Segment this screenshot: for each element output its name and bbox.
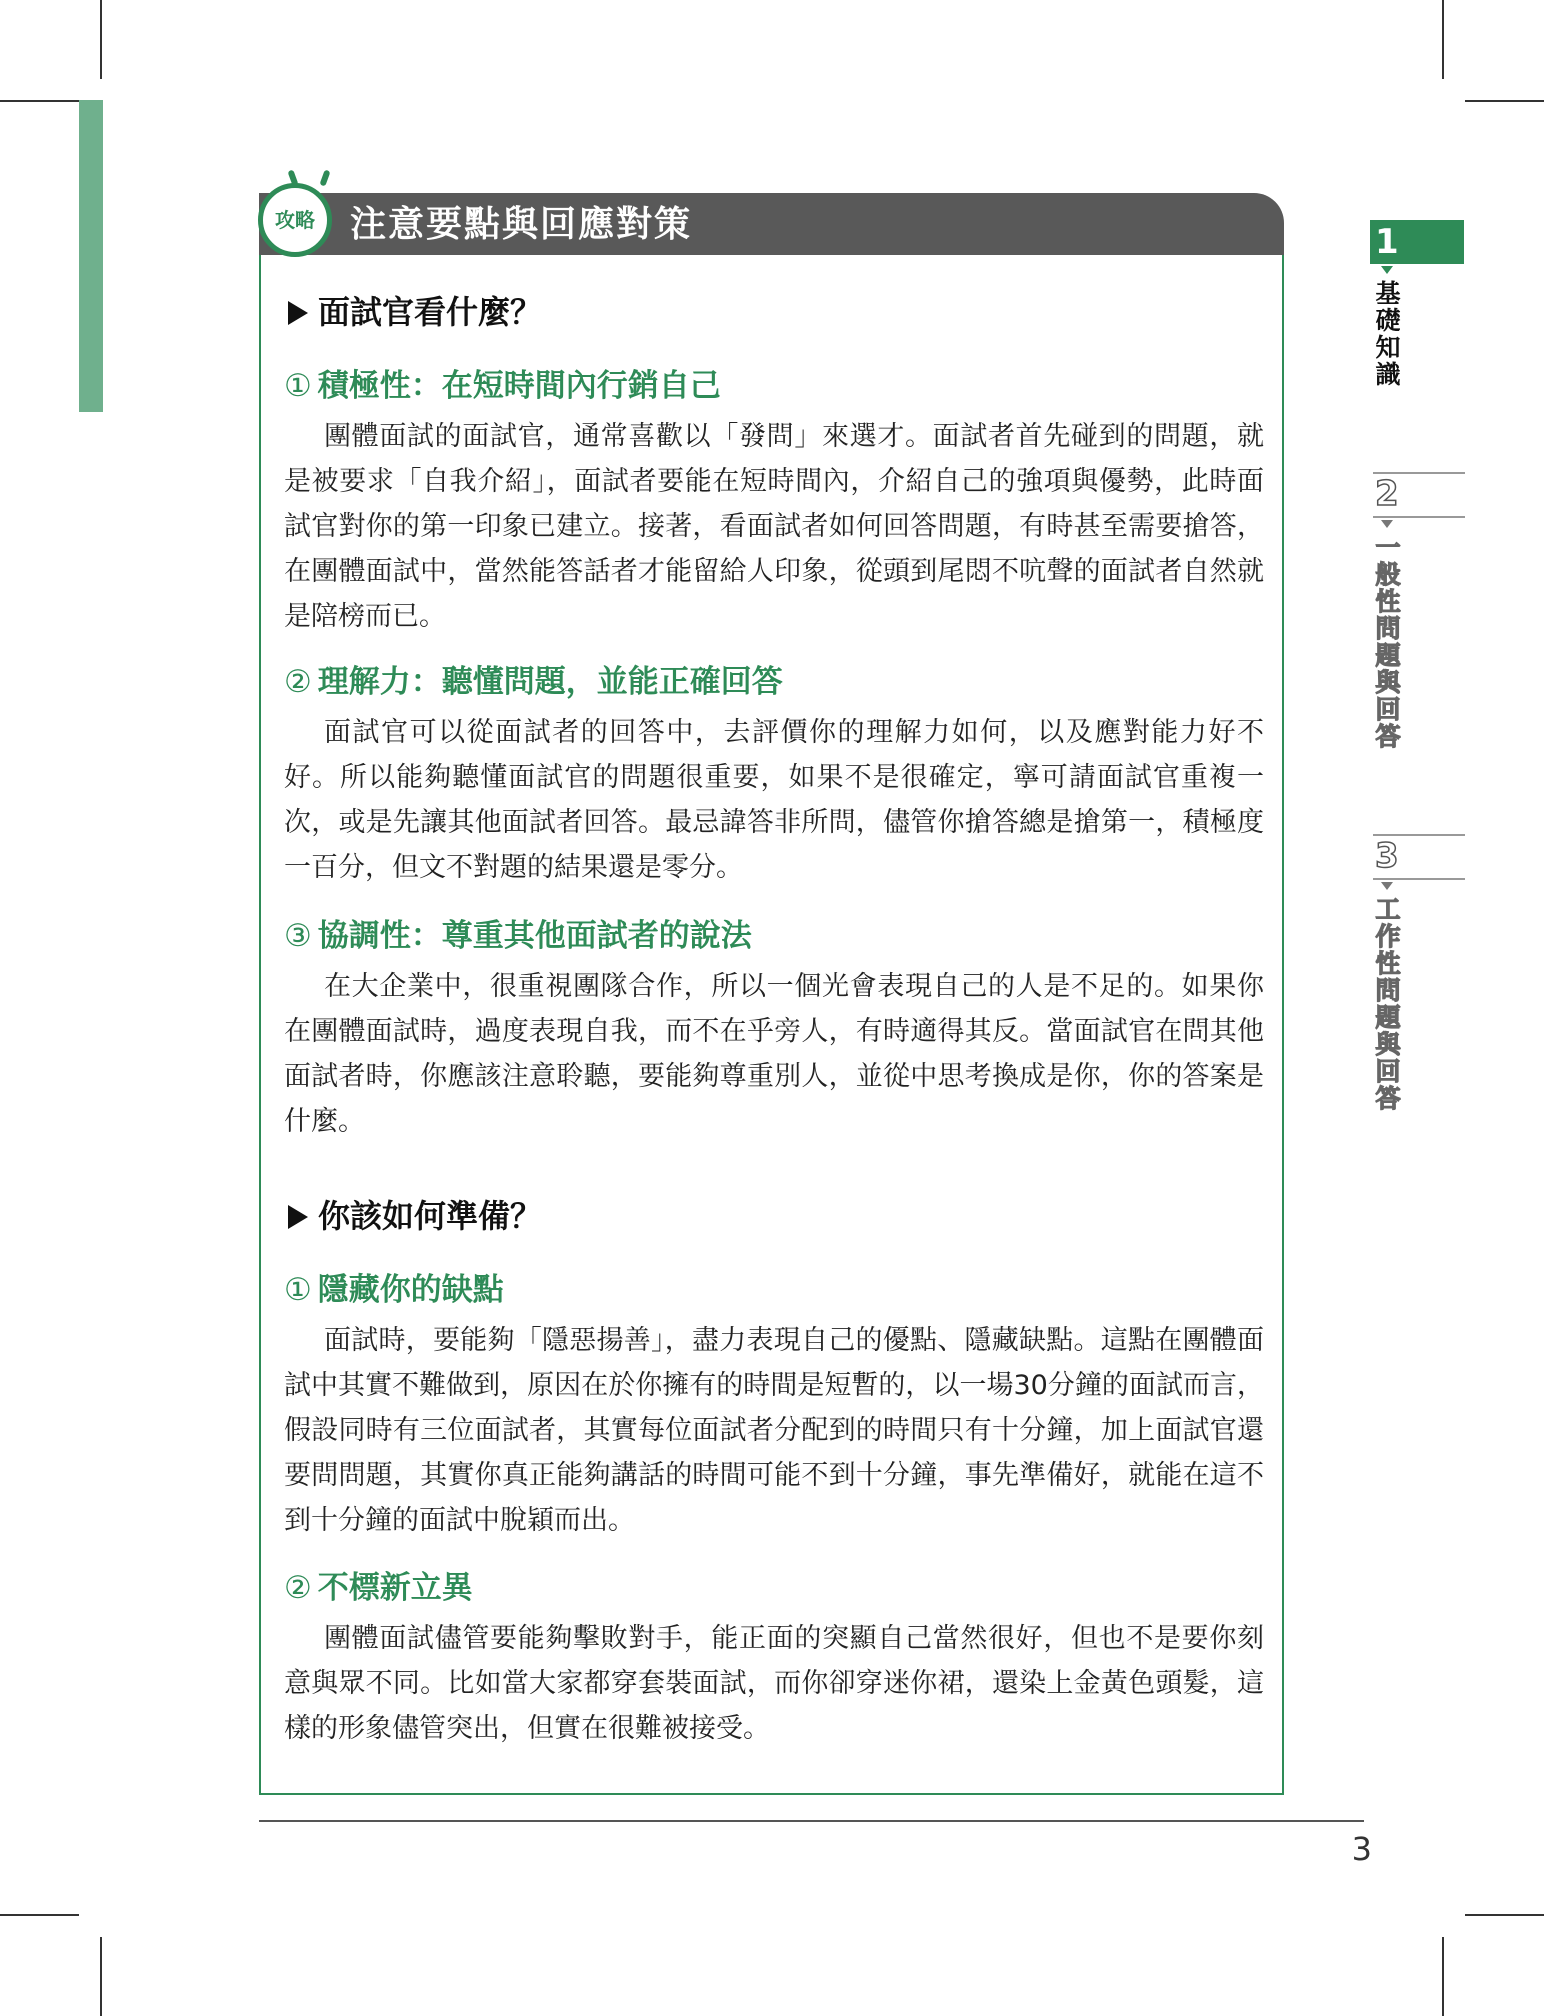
- sub-heading: ① 積極性：在短時間內行銷自己: [284, 368, 721, 404]
- badge-antenna-right: [319, 169, 330, 186]
- paragraph: 在大企業中，很重視團隊合作，所以一個光會表現自己的人是不足的。如果你在團體面試時，過度表現自我，而不在乎旁人，有時適得其反。當面試官在問其他面試者時，你應該注意聆聽，要能夠尊重別人，並從中思考換成是你，你的答案是什麼。: [284, 971, 1264, 1137]
- paragraph: 團體面試儘管要能夠擊敗對手，能正面的突顯自己當然很好，但也不是要你刻意與眾不同。比如當大家都穿套裝面試，而你卻穿迷你裙，還染上金黃色頭髮，這樣的形象儘管突出，但實在很難被接受。: [284, 1623, 1264, 1744]
- tab-divider: [1373, 878, 1465, 880]
- section-heading: 面試官看什麼？: [288, 290, 542, 334]
- chapter-tab-1-label[interactable]: 基礎知識: [1375, 279, 1401, 389]
- crop-mark: [0, 1914, 79, 1916]
- chapter-tab-1-number: 1: [1375, 222, 1399, 262]
- chapter-tab-2-number[interactable]: 2: [1375, 474, 1399, 514]
- crop-mark: [1465, 100, 1544, 102]
- sub-heading: ② 不標新立異: [284, 1570, 473, 1606]
- strategy-badge: 攻略: [258, 183, 332, 257]
- paragraph: 面試官可以從面試者的回答中，去評價你的理解力如何，以及應對能力好不好。所以能夠聽懂面試官的問題很重要，如果不是很確定，寧可請面試官重複一次，或是先讓其他面試者回答。最忌諱答非所問，儘管你搶答總是搶第一，積極度一百分，但文不對題的結果還是零分。: [284, 717, 1264, 883]
- chapter-tab-2-label[interactable]: 一般性問題與回答: [1375, 533, 1401, 751]
- crop-mark: [1442, 0, 1444, 79]
- crop-mark: [100, 0, 102, 79]
- box-title: 注意要點與回應對策: [350, 204, 693, 245]
- left-color-bar: [79, 100, 103, 412]
- paragraph: 團體面試的面試官，通常喜歡以「發問」來選才。面試者首先碰到的問題，就是被要求「自我介紹」，面試者要能在短時間內，介紹自己的強項與優勢，此時面試官對你的第一印象已建立。接著，看面試者如何回答問題，有時甚至需要搶答，在團體面試中，當然能答話者才能留給人印象，從頭到尾悶不吭聲的面試者自然就是陪榜而已。: [284, 421, 1264, 632]
- sub-heading: ② 理解力：聽懂問題，並能正確回答: [284, 664, 783, 700]
- footer-rule: [259, 1820, 1364, 1822]
- sub-heading: ③ 協調性：尊重其他面試者的說法: [284, 918, 752, 954]
- paragraph: 面試時，要能夠「隱惡揚善」，盡力表現自己的優點、隱藏缺點。這點在團體面試中其實不難做到，原因在於你擁有的時間是短暫的，以一場30分鐘的面試而言，假設同時有三位面試者，其實每位面試者分配到的時間只有十分鐘，加上面試官還要問問題，其實你真正能夠講話的時間可能不到十分鐘，事先準備好，就能在這不到十分鐘的面試中脫穎而出。: [284, 1325, 1264, 1536]
- chapter-tab-3-number[interactable]: 3: [1375, 836, 1399, 876]
- tab-divider: [1373, 516, 1465, 518]
- sub-heading: ① 隱藏你的缺點: [284, 1272, 504, 1308]
- triangle-bullet-icon: [288, 301, 308, 325]
- tab-arrow-icon: [1381, 266, 1393, 274]
- triangle-bullet-icon: [288, 1205, 308, 1229]
- page-number: 3: [1351, 1830, 1372, 1868]
- tab-arrow-icon: [1381, 882, 1393, 890]
- chapter-tab-3-label[interactable]: 工作性問題與回答: [1375, 895, 1401, 1113]
- crop-mark: [100, 1937, 102, 2016]
- crop-mark: [0, 100, 79, 102]
- tab-arrow-icon: [1381, 520, 1393, 528]
- crop-mark: [1465, 1914, 1544, 1916]
- crop-mark: [1442, 1937, 1444, 2016]
- section-heading: 你該如何準備？: [288, 1194, 542, 1238]
